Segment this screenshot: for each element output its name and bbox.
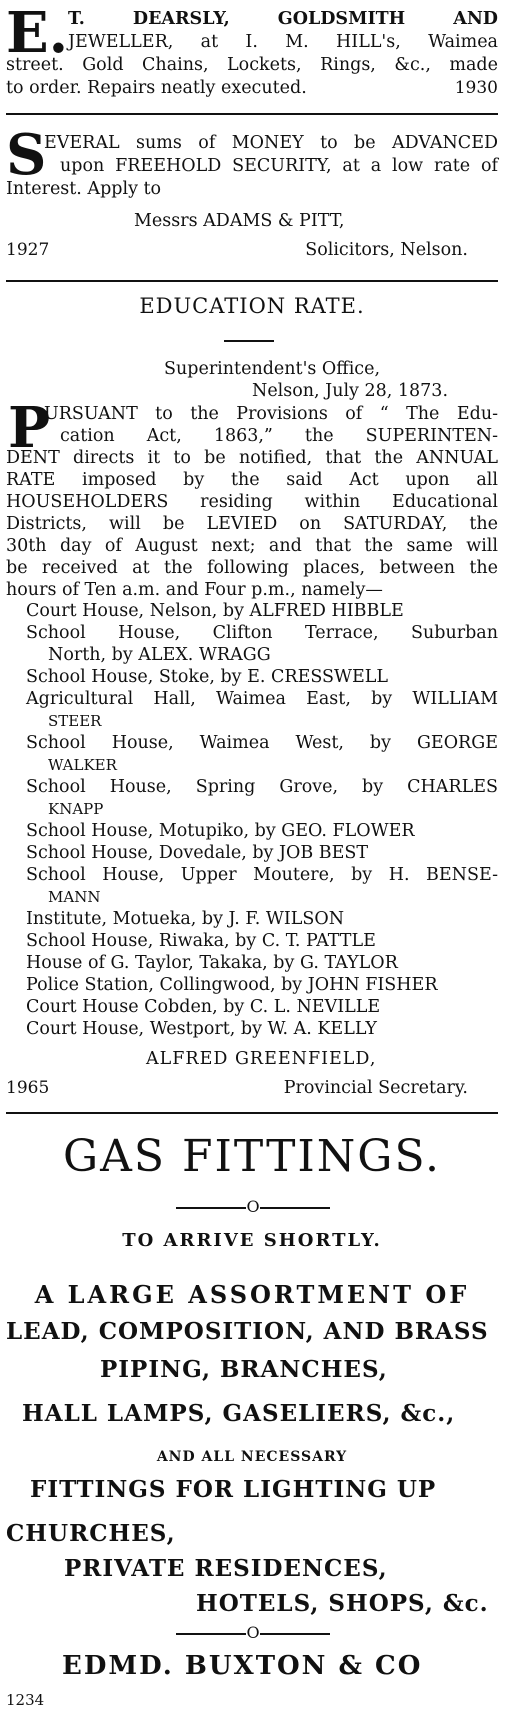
place-line: School House, Riwaka, by C. T. PATTLE [26, 931, 376, 951]
divider [6, 1112, 498, 1114]
notice-title: EDUCATION RATE. [139, 294, 365, 318]
ad-line: Interest. Apply to [6, 179, 162, 199]
ad-number: 1927 [6, 240, 50, 260]
place-line: Court House, Westport, by W. A. KELLY [26, 1019, 377, 1039]
body-line: be received at the following places, between the [6, 558, 498, 578]
gas-line: LEAD, COMPOSITION, AND BRASS [6, 1318, 489, 1345]
gas-line: CHURCHES, [6, 1520, 176, 1547]
place-line: KNAPP [48, 800, 104, 818]
place-line: Institute, Motueka, by J. F. WILSON [26, 909, 345, 929]
divider [6, 280, 498, 282]
place-line: School House, Dovedale, by JOB BEST [26, 843, 369, 863]
body-line: RATE imposed by the said Act upon all [6, 470, 498, 490]
arrive-line: TO ARRIVE SHORTLY. [122, 1230, 382, 1251]
gas-title: GAS FITTINGS. [62, 1131, 442, 1182]
body-line: Districts, will be LEVIED on SATURDAY, the [6, 514, 498, 534]
place-line: School House, Motupiko, by GEO. FLOWER [26, 821, 415, 841]
place-line: School House, Upper Moutere, by H. BENSE- [26, 865, 498, 885]
gas-line: PRIVATE RESIDENCES, [64, 1555, 388, 1582]
gas-line: HALL LAMPS, GASELIERS, &c., [22, 1400, 456, 1427]
ad-line: T. DEARSLY, GOLDSMITH AND [68, 9, 498, 29]
drop-cap: S [6, 122, 47, 188]
gas-line: A LARGE ASSORTMENT OF [34, 1280, 470, 1309]
body-line: cation Act, 1863,” the SUPERINTEN- [60, 426, 498, 446]
date-line: Nelson, July 28, 1873. [252, 381, 449, 401]
merchant-name: EDMD. BUXTON & CO [62, 1651, 423, 1681]
ad-line: Messrs ADAMS & PITT, [134, 211, 345, 231]
place-line: STEER [48, 712, 102, 730]
place-line: School House, Stoke, by E. CRESSWELL [26, 667, 389, 687]
place-line: School House, Clifton Terrace, Suburban [26, 623, 498, 643]
ad-line: street. Gold Chains, Lockets, Rings, &c., made [6, 55, 498, 75]
ad-line: EVERAL sums of MONEY to be ADVANCED [44, 133, 498, 153]
office-line: Superintendent's Office, [164, 359, 381, 379]
place-line: Agricultural Hall, Waimea East, by WILLIAM [26, 689, 498, 709]
place-line: Police Station, Collingwood, by JOHN FISHER [26, 975, 438, 995]
notice-number: 1965 [6, 1078, 50, 1098]
body-line: 30th day of August next; and that the same will [6, 536, 498, 556]
ornament: O [246, 1623, 260, 1642]
body-line: hours of Ten a.m. and Four p.m., namely— [6, 580, 383, 600]
place-line: WALKER [48, 756, 117, 774]
signatory-role: Provincial Secretary. [283, 1078, 468, 1098]
ad-number: 1930 [454, 78, 498, 98]
divider [6, 113, 498, 115]
place-line: North, by ALEX. WRAGG [48, 645, 271, 665]
body-line: DENT directs it to be notified, that the ANNUAL [6, 448, 498, 468]
body-line: URSUANT to the Provisions of “ The Edu- [44, 404, 498, 424]
short-rule [224, 340, 274, 342]
body-line: HOUSEHOLDERS residing within Educational [6, 492, 498, 512]
gas-line: HOTELS, SHOPS, &c. [196, 1590, 489, 1617]
ad-number: 1234 [6, 1691, 45, 1709]
place-line: House of G. Taylor, Takaka, by G. TAYLOR [26, 953, 398, 973]
ornament: O [246, 1197, 260, 1216]
place-line: Court House Cobden, by C. L. NEVILLE [26, 997, 381, 1017]
gas-line: FITTINGS FOR LIGHTING UP [30, 1476, 437, 1503]
ad-line: Solicitors, Nelson. [305, 240, 468, 260]
signatory: ALFRED GREENFIELD, [146, 1049, 377, 1069]
ad-line: upon FREEHOLD SECURITY, at a low rate of [60, 156, 498, 176]
ad-line: JEWELLER, at I. M. HILL's, Waimea [68, 32, 498, 52]
place-line: School House, Waimea West, by GEORGE [26, 733, 498, 753]
ornament-divider [0, 1198, 506, 1216]
place-line: School House, Spring Grove, by CHARLES [26, 777, 498, 797]
gas-line: AND ALL NECESSARY [156, 1449, 348, 1465]
drop-cap: E. [6, 0, 69, 66]
gas-line: PIPING, BRANCHES, [100, 1356, 388, 1383]
place-line: MANN [48, 888, 101, 906]
drop-cap: P [8, 395, 51, 461]
ornament-divider [0, 1624, 506, 1642]
place-line: Court House, Nelson, by ALFRED HIBBLE [26, 601, 404, 621]
ad-line: to order. Repairs neatly executed. [6, 78, 307, 98]
